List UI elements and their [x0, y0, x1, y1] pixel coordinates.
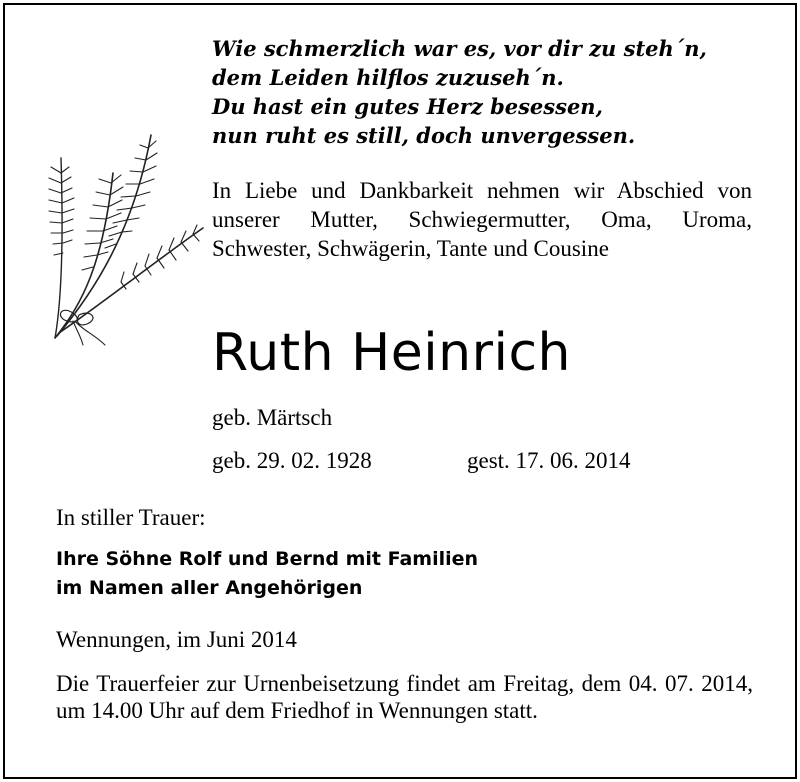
place-date: Wennungen, im Juni 2014: [56, 627, 297, 652]
poem-line: Du hast ein gutes Herz besessen,: [212, 94, 603, 119]
mourning-intro: In stiller Trauer:: [56, 505, 206, 530]
mourners-list: [56, 545, 478, 603]
farewell-intro: In Liebe und Dankbarkeit nehmen wir Abschied von unserer Mutter, Schwiegermutter, Oma, Uroma, Schwester, Schwägerin, Tante und Cousine: [212, 178, 752, 261]
obituary-frame: [3, 3, 797, 779]
poem-line: dem Leiden hilflos zuzuseh´n.: [212, 65, 564, 90]
poem: [212, 34, 707, 150]
death-date: gest. 17. 06. 2014: [467, 448, 631, 473]
service-info: Die Trauerfeier zur Urnenbeisetzung findet am Freitag, dem 04. 07. 2014, um 14.00 Uhr auf dem Friedhof in Wennungen statt.: [56, 671, 753, 723]
fern-icon: [43, 133, 208, 348]
maiden-name: geb. Märtsch: [212, 405, 333, 430]
birth-date: geb. 29. 02. 1928: [212, 448, 372, 473]
deceased-name: Ruth Heinrich: [212, 323, 571, 383]
mourners-line: Ihre Söhne Rolf und Bernd mit Familien: [56, 548, 479, 570]
poem-line: Wie schmerzlich war es, vor dir zu steh´n,: [212, 36, 707, 61]
mourners-line: im Namen aller Angehörigen: [56, 577, 363, 599]
poem-line: nun ruht es still, doch unvergessen.: [212, 123, 636, 148]
